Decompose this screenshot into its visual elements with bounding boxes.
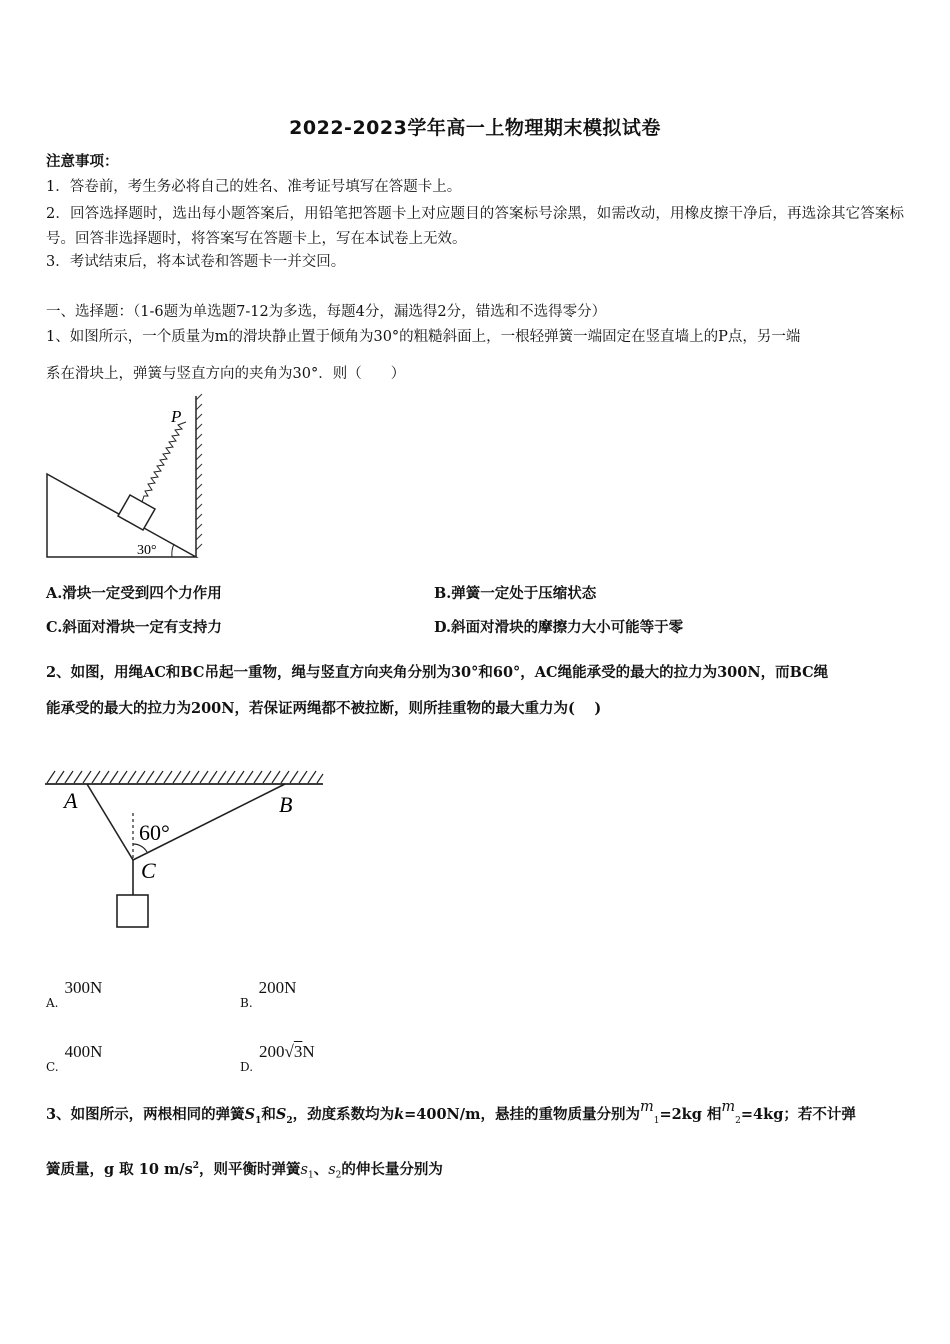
symbol-s2: s — [328, 1161, 336, 1178]
q1-option-c[interactable]: C.斜面对滑块一定有支持力 — [46, 619, 222, 636]
option-value: 200N — [258, 978, 297, 997]
option-letter: D. — [240, 1060, 254, 1074]
slider-block — [118, 495, 155, 530]
option-letter: A. — [46, 996, 59, 1010]
text-run: =4kg；若不计弹 — [740, 1106, 856, 1123]
symbol-k: k — [394, 1106, 405, 1123]
q2-option-b[interactable] — [240, 978, 297, 1010]
option-letter: C. — [46, 1060, 59, 1074]
notice-heading: 注意事项： — [46, 153, 119, 170]
q3-text-line1 — [46, 1099, 856, 1131]
label-a: A — [64, 788, 78, 813]
q2-text-line1: 2、如图，用绳AC和BC吊起一重物，绳与竖直方向夹角分别为30°和60°，AC绳能承受的最大的拉力为300N，而BC绳 — [46, 664, 829, 681]
subscript: 1 — [307, 1170, 314, 1181]
ceiling-hatch — [47, 771, 323, 783]
q2-text-line2: 能承受的最大的拉力为200N，若保证两绳都不被拉断，则所挂重物的最大重力为( ) — [46, 700, 602, 717]
option-unit: N — [302, 1042, 315, 1061]
page-title: 2022-2023学年高一上物理期末模拟试卷 — [289, 117, 661, 139]
label-angle: 30° — [137, 543, 157, 558]
symbol-s2: S — [275, 1106, 287, 1123]
q2-option-a[interactable] — [46, 978, 103, 1010]
label-p: P — [171, 407, 182, 426]
option-letter: B. — [240, 996, 253, 1010]
symbol-s1: s — [300, 1161, 308, 1178]
text-run: 3、如图所示，两根相同的弹簧 — [46, 1106, 245, 1123]
label-angle: 60° — [139, 820, 170, 845]
text-run: 簧质量，g 取 10 m/s — [46, 1160, 193, 1178]
subscript: 2 — [286, 1115, 293, 1126]
notice-item-3: 3．考试结束后，将本试卷和答题卡一并交回。 — [46, 254, 346, 270]
text-run: =400N/m，悬挂的重物质量分别为 — [404, 1106, 640, 1123]
option-value: 400N — [64, 1042, 103, 1061]
notice-item-1: 1．答卷前，考生务必将自己的姓名、准考证号填写在答题卡上。 — [46, 179, 462, 195]
q1-option-b[interactable]: B.弹簧一定处于压缩状态 — [434, 585, 597, 602]
q2-option-d[interactable] — [240, 1042, 315, 1074]
section-heading: 一、选择题：（1-6题为单选题7-12为多选，每题4分，漏选得2分，错选和不选得零分） — [46, 304, 607, 320]
q1-text-line2: 系在滑块上，弹簧与竖直方向的夹角为30°．则（ ） — [46, 366, 406, 382]
notice-item-2: 2．回答选择题时，选出每小题答案后，用铅笔把答题卡上对应题目的答案标号涂黑，如需改动，用橡皮擦干净后，再选涂其它答案标号。回答非选择题时，将答案写在答题卡上，写在本试卷上无效。 — [46, 206, 904, 247]
subscript: 2 — [335, 1170, 342, 1181]
q2-option-c[interactable] — [46, 1042, 103, 1074]
q2-figure — [43, 765, 328, 935]
label-c: C — [141, 858, 156, 883]
q1-text-line1: 1、如图所示，一个质量为m的滑块静止置于倾角为30°的粗糙斜面上，一根轻弹簧一端固定在竖直墙上的P点，另一端 — [46, 329, 801, 345]
text-run: 和 — [261, 1106, 276, 1123]
angle-arc — [133, 844, 147, 852]
text-run: ，则平衡时弹簧 — [199, 1160, 301, 1178]
q3-text-line2 — [46, 1156, 443, 1186]
sqrt-symbol: √ — [284, 1042, 294, 1061]
label-b: B — [279, 792, 293, 817]
sqrt-radicand: 3 — [293, 1042, 303, 1061]
subscript: 2 — [735, 1115, 741, 1126]
option-value: 300N — [64, 978, 103, 997]
wall-hatch — [196, 394, 202, 550]
symbol-m2: m — [721, 1099, 736, 1115]
text-run: =2kg 相 — [659, 1106, 722, 1123]
subscript: 1 — [653, 1115, 660, 1126]
q1-option-a[interactable]: A.滑块一定受到四个力作用 — [46, 585, 222, 602]
text-run: 的伸长量分别为 — [341, 1160, 443, 1178]
symbol-m1: m — [639, 1099, 654, 1115]
text-run: ，劲度系数均为 — [292, 1106, 395, 1123]
q1-figure — [44, 392, 209, 562]
rope-ac — [87, 784, 133, 860]
superscript: 2 — [192, 1161, 200, 1171]
q1-option-d[interactable]: D.斜面对滑块的摩擦力大小可能等于零 — [434, 619, 684, 636]
weight-box — [117, 895, 148, 927]
text-run: 、 — [313, 1160, 329, 1178]
subscript: 1 — [255, 1115, 262, 1126]
option-value: 200 — [259, 1042, 285, 1061]
spring-coil — [142, 422, 186, 502]
symbol-s1: S — [244, 1106, 256, 1123]
angle-arc — [172, 544, 174, 557]
